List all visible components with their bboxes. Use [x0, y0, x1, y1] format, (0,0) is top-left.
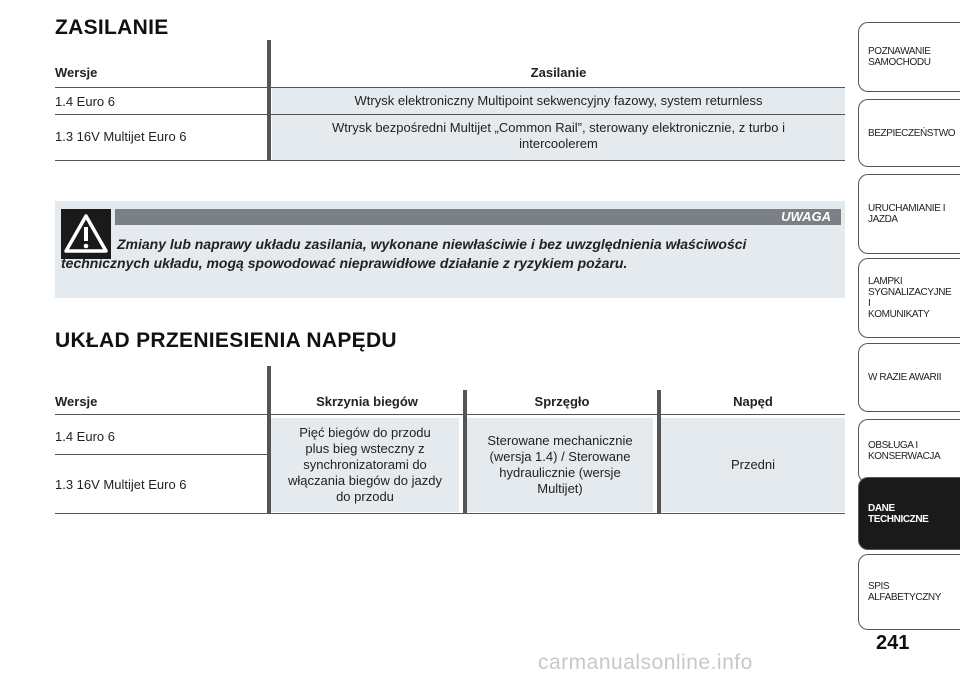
table-row — [55, 88, 845, 114]
clutch-cell — [467, 418, 653, 512]
tab-label: W RAZIE AWARII — [868, 372, 942, 383]
clutch-line: Multijet) — [537, 481, 583, 496]
tab-label: BEZPIECZEŃSTWO — [868, 127, 956, 139]
tab-w-razie-awarii[interactable] — [858, 343, 960, 412]
row-supply-line: Wtrysk bezpośredni Multijet „Common Rail”, sterowany elektronicznie, z turbo i — [332, 120, 785, 135]
row-supply: Wtrysk elektroniczny Multipoint sekwencyjny fazowy, system returnless — [272, 88, 845, 114]
tab-label: JAZDA — [868, 214, 898, 225]
gearbox-line: do przodu — [336, 489, 394, 504]
row-version: 1.4 Euro 6 — [55, 94, 115, 109]
table-row — [55, 115, 845, 160]
gearbox-cell — [271, 418, 459, 512]
clutch-line: (wersja 1.4) / Sterowane — [489, 449, 631, 464]
tab-label: TECHNICZNE — [868, 513, 929, 525]
tab-label: DANE — [868, 502, 895, 514]
row-version: 1.3 16V Multijet Euro 6 — [55, 477, 187, 492]
drive-cell — [661, 418, 845, 512]
tab-label: OBSŁUGA I — [868, 440, 918, 451]
row-version: 1.4 Euro 6 — [55, 429, 115, 444]
tab-bezpieczenstwo[interactable] — [858, 99, 960, 167]
header-drive: Napęd — [733, 394, 773, 409]
section-title-drivetrain: UKŁAD PRZENIESIENIA NAPĘDU — [55, 329, 397, 352]
gearbox-line: włączania biegów do jazdy — [288, 473, 442, 488]
tab-label: POZNAWANIE — [868, 46, 931, 57]
tab-label: LAMPKI — [868, 276, 903, 287]
tab-label: KONSERWACJA — [868, 451, 941, 462]
tab-label: SAMOCHODU — [868, 57, 931, 68]
warning-title: UWAGA — [781, 209, 831, 224]
tab-poznawanie-samochodu[interactable] — [858, 22, 960, 92]
page-number: 241 — [876, 632, 910, 654]
supply-table — [55, 40, 845, 160]
header-versions: Wersje — [55, 394, 98, 409]
tab-label: KOMUNIKATY — [868, 309, 930, 320]
row-supply-line: intercoolerem — [519, 136, 598, 151]
divider — [55, 160, 845, 161]
tab-label: SYGNALIZACYJNE I — [868, 287, 952, 309]
header-clutch: Sprzęgło — [534, 394, 590, 409]
section-title-zasilanie: ZASILANIE — [55, 16, 169, 39]
tab-uruchamianie-jazda[interactable] — [858, 174, 960, 254]
drive-value: Przedni — [730, 457, 776, 472]
watermark: carmanualsonline.info — [538, 651, 753, 674]
tab-dane-techniczne[interactable] — [858, 477, 960, 550]
warning-box — [55, 201, 845, 298]
warning-text: Zmiany lub naprawy układu zasilania, wykonane niewłaściwie i bez uwzględnienia właściwości technicznych układu, mogą spowodować nieprawidłowe działanie z ryzykiem pożaru. — [61, 236, 747, 271]
tab-label: SPIS ALFABETYCZNY — [868, 581, 941, 603]
gearbox-line: synchronizatorami do — [303, 457, 427, 472]
row-supply — [272, 115, 845, 160]
header-versions: Wersje — [55, 65, 98, 80]
gearbox-line: plus bieg wsteczny z — [305, 441, 425, 456]
tab-spis-alfabetyczny[interactable] — [858, 554, 960, 630]
clutch-line: hydraulicznie (wersje — [499, 465, 621, 480]
gearbox-line: Pięć biegów do przodu — [299, 425, 431, 440]
warning-title-bar — [115, 209, 841, 225]
tab-obsluga-konserwacja[interactable] — [858, 419, 960, 483]
header-gearbox: Skrzynia biegów — [316, 394, 418, 409]
divider — [55, 414, 845, 415]
divider — [55, 513, 845, 514]
divider — [55, 454, 267, 455]
tab-label: URUCHAMIANIE I — [868, 203, 946, 214]
drivetrain-table — [55, 366, 845, 516]
clutch-line: Sterowane mechanicznie — [487, 433, 633, 448]
row-version: 1.3 16V Multijet Euro 6 — [55, 129, 187, 144]
header-supply: Zasilanie — [530, 65, 587, 80]
tab-lampki-sygnalizacyjne[interactable] — [858, 258, 960, 338]
